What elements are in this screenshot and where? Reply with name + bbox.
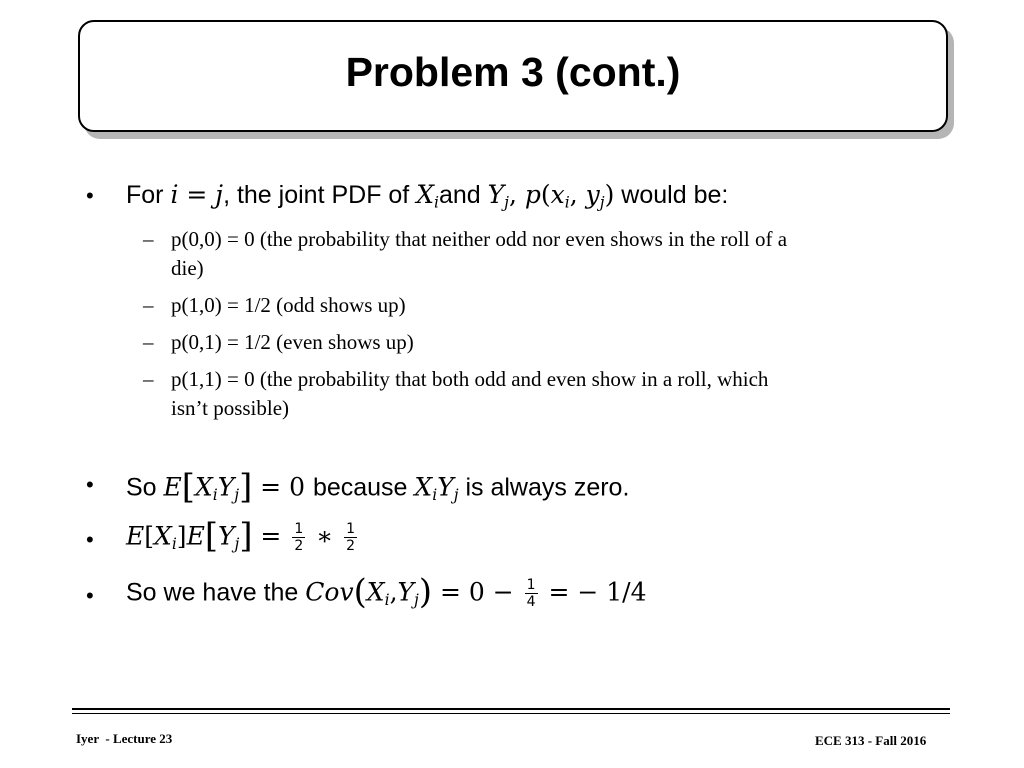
sub-item-2: p(1,0) = 1/2 (odd shows up) bbox=[171, 293, 406, 317]
bullet-marker: • bbox=[86, 183, 94, 208]
dash-marker: – bbox=[143, 227, 154, 251]
footer-divider-thin bbox=[72, 713, 950, 714]
sub-item-1-line2: die) bbox=[171, 256, 204, 280]
dash-marker: – bbox=[143, 330, 154, 354]
sub-item-4-line1: p(1,1) = 0 (the probability that both odd and even show in a roll, which bbox=[171, 367, 769, 391]
bullet-1: For i = j, the joint PDF of $X_iand$ $Y_j$, $p(x_i$, $y_j$) would be: bbox=[126, 180, 729, 212]
dash-marker: – bbox=[143, 293, 154, 317]
fraction-one-quarter: $\frac{1}{4}$ bbox=[526, 577, 536, 611]
dash-marker: – bbox=[143, 367, 154, 391]
fraction-one-half: $\frac{1}{2}$ bbox=[294, 521, 304, 555]
sub-item-4-line2: isn’t possible) bbox=[171, 396, 290, 420]
bullet-marker: • bbox=[86, 583, 94, 608]
title-box bbox=[78, 20, 948, 132]
slide-title: Problem 3 (cont.) bbox=[345, 48, 681, 95]
bullet-2: So $E[X_iY_j] = 0$ because $X_iY_j$ is always zero. bbox=[126, 467, 630, 506]
footer-right: ECE 313 - Fall 2016 bbox=[815, 733, 927, 748]
footer-left: Iyer - Lecture 23 bbox=[76, 731, 173, 746]
sub-item-1-line1: p(0,0) = 0 (the probability that neither odd nor even shows in the roll of a bbox=[171, 227, 788, 251]
sub-item-3: p(0,1) = 1/2 (even shows up) bbox=[171, 330, 414, 354]
footer-divider bbox=[72, 708, 950, 710]
bullet-4: So we have the $Cov(X_i,Y_j) = 0$ − $\frac{1}{4}$ = − 1/4 bbox=[126, 572, 647, 611]
bullet-3: $E[X_i]E[Y_j]$ = $\frac{1}{2}$ ∗ $\frac{1}{2}$ bbox=[126, 516, 356, 555]
fraction-one-half: $\frac{1}{2}$ bbox=[346, 521, 356, 555]
bullet-marker: • bbox=[86, 472, 94, 497]
bullet-marker: • bbox=[86, 527, 94, 552]
